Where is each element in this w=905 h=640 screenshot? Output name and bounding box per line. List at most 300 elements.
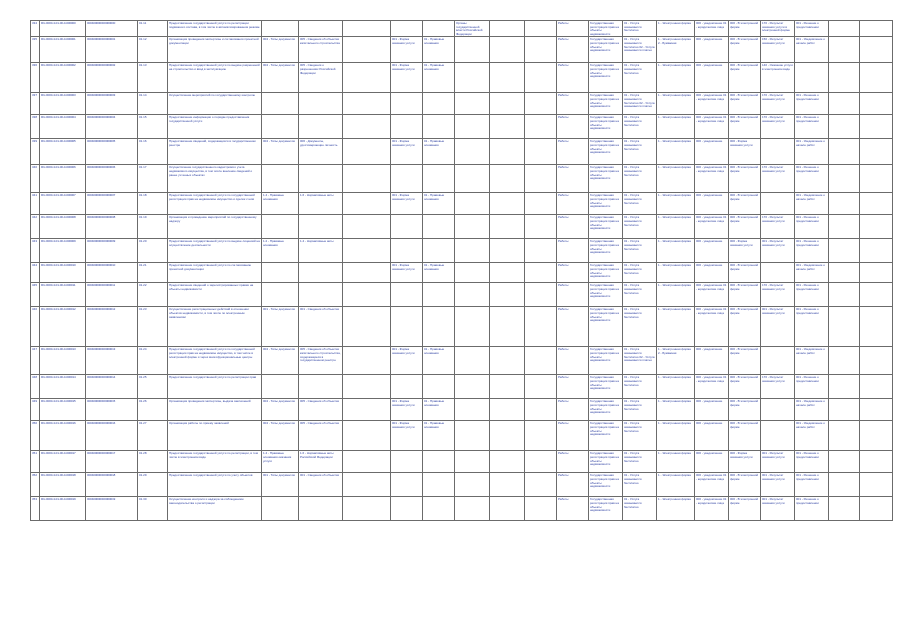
table-cell-code: 000400000000000007 <box>86 193 138 215</box>
table-cell-empty1 <box>490 421 525 451</box>
table-cell-empty3 <box>829 139 860 165</box>
table-cell-level: Работы <box>557 21 589 37</box>
table-cell-empty1 <box>490 263 525 283</box>
table-cell-sub1: 01 - Услуга оказывается бесплатно <box>623 193 657 215</box>
table-cell-sub1: 01 - Услуга оказывается бесплатно <box>623 239 657 263</box>
table-cell-kind: Государственная регистрация прав на объекты недвижимости <box>589 215 623 239</box>
table-cell-form1 <box>391 215 423 239</box>
table-cell-sub2: 1 - Электронная форма <box>657 399 695 421</box>
table-cell-code: 000400000000000003 <box>86 93 138 115</box>
table-cell-name: Предоставление государственной услуги по выдаче разрешений на строительство и ввод в эксплуатацию <box>168 63 262 93</box>
table-cell-reason: 000 - В электронной форме <box>729 473 761 497</box>
table-cell-num: 351 <box>31 451 40 473</box>
table-cell-empty3 <box>829 115 860 139</box>
table-cell-sub2: 1 - Электронная форма <box>657 473 695 497</box>
table-cell-empty3 <box>829 239 860 263</box>
table-cell-reg: RU-0000-4-01-00-0-000003 <box>40 93 86 115</box>
table-cell-form2 <box>423 21 455 37</box>
table-cell-num: 335 <box>31 37 40 63</box>
table-row <box>31 239 893 263</box>
table-cell-empty2 <box>525 63 557 93</box>
table-cell-act2 <box>299 21 343 37</box>
table-cell-kbk: 01.20 <box>138 239 168 263</box>
table-cell-form1 <box>391 451 423 473</box>
table-cell-empty2 <box>525 421 557 451</box>
table-cell-code: 000400000000000004 <box>86 115 138 139</box>
table-cell-name: Осуществление контроля и надзора за соблюдением законодательства о регистрации <box>168 497 262 521</box>
table-cell-kind: Государственная регистрация прав на объекты недвижимости <box>589 347 623 375</box>
table-cell-sub1: 01 - Услуга оказывается бесплатно <box>623 21 657 37</box>
table-cell-empty3 <box>829 215 860 239</box>
table-cell-result: 170 - Результат оказания услуги <box>761 215 795 239</box>
table-cell-act1 <box>262 93 299 115</box>
table-cell-fee: 000 - уведомление 01 - юридические лица <box>695 283 729 307</box>
table-cell-act1 <box>262 263 299 283</box>
table-cell-doc: 001 - Уведомление о начале работ <box>795 37 829 63</box>
table-cell-doc: 001 - Решение о предоставлении <box>795 283 829 307</box>
table-cell-sub1: 01 - Услуга оказывается бесплатно 02 - Услуга оказывается платно <box>623 347 657 375</box>
table-cell-result: 170 - Результат оказания услуги <box>761 375 795 399</box>
table-cell-fee: 000 - уведомление 01 - юридические лица <box>695 165 729 193</box>
table-row <box>31 497 893 521</box>
table-cell-fee: 000 - уведомление <box>695 263 729 283</box>
table-cell-num: 353 <box>31 497 40 521</box>
table-cell-reg: RU-0000-4-01-00-0-000018 <box>40 473 86 497</box>
table-cell-sub1: 01 - Услуга оказывается бесплатно <box>623 63 657 93</box>
table-cell-num: 348 <box>31 375 40 399</box>
table-cell-gap <box>343 93 391 115</box>
table-cell-form1: 001 - Форма оказания услуги <box>391 421 423 451</box>
table-cell-empty2 <box>525 263 557 283</box>
table-cell-result <box>761 193 795 215</box>
table-cell-act1: 1.4 - Правовые основания оказания услуги <box>262 451 299 473</box>
table-cell-kbk: 01.17 <box>138 165 168 193</box>
table-cell-gap <box>343 497 391 521</box>
table-cell-sub2: 1 - Электронная форма <box>657 21 695 37</box>
table-cell-empty4 <box>860 63 893 93</box>
table-cell-doc <box>795 63 829 93</box>
table-cell-empty3 <box>829 497 860 521</box>
table-cell-form2: 01 - Правовые основания <box>423 193 455 215</box>
table-cell-gap <box>343 263 391 283</box>
table-cell-doc: 001 - Решение о предоставлении <box>795 451 829 473</box>
table-cell-form2 <box>423 239 455 263</box>
table-cell-form2 <box>423 473 455 497</box>
table-cell-form2: 01 - Правовые основания <box>423 421 455 451</box>
table-cell-empty4 <box>860 347 893 375</box>
table-cell-kbk: 01.21 <box>138 263 168 283</box>
table-cell-name: Предоставление государственной услуги по регистрации, в том числе в электронном виде <box>168 451 262 473</box>
table-cell-recv <box>455 283 490 307</box>
table-cell-form1: 001 - Форма оказания услуги <box>391 63 423 93</box>
table-cell-reg: RU-0000-4-01-00-0-000007 <box>40 193 86 215</box>
table-cell-recv <box>455 139 490 165</box>
table-cell-empty1 <box>490 93 525 115</box>
table-cell-doc: 001 - Решение о предоставлении <box>795 473 829 497</box>
table-cell-empty2 <box>525 139 557 165</box>
table-cell-empty1 <box>490 193 525 215</box>
table-cell-result: 170 - Результат оказания услуги в электронной форме <box>761 21 795 37</box>
table-cell-code: 000400000000000015 <box>86 399 138 421</box>
table-cell-recv <box>455 473 490 497</box>
table-cell-form1: 001 - Форма оказания услуги <box>391 347 423 375</box>
table-cell-act1 <box>262 375 299 399</box>
table-cell-result <box>761 421 795 451</box>
table-cell-doc: 001 - Решение о предоставлении <box>795 307 829 347</box>
table-cell-kind: Государственная регистрация прав на объекты недвижимости <box>589 421 623 451</box>
table-cell-reason: 000 - В электронной форме <box>729 283 761 307</box>
table-cell-empty3 <box>829 21 860 37</box>
table-cell-act2 <box>299 93 343 115</box>
table-cell-empty2 <box>525 193 557 215</box>
table-cell-recv <box>455 239 490 263</box>
table-cell-act2: 001 - Сведения об объектах <box>299 473 343 497</box>
table-cell-form1 <box>391 497 423 521</box>
table-cell-num: 336 <box>31 63 40 93</box>
table-cell-doc: 001 - Решение о предоставлении <box>795 21 829 37</box>
table-cell-empty2 <box>525 307 557 347</box>
table-cell-form2: 01 - Правовые основания <box>423 139 455 165</box>
table-cell-act2: 1.6 - Нормативные акты <box>299 193 343 215</box>
table-cell-form2 <box>423 451 455 473</box>
table-cell-empty4 <box>860 93 893 115</box>
table-cell-name: Осуществление регистрационных действий в отношении объектов недвижимости, в том числе по электронным заявлениям <box>168 307 262 347</box>
table-cell-result <box>761 347 795 375</box>
table-cell-kbk: 01.29 <box>138 473 168 497</box>
table-cell-act2: 005 - Сведения об объектах <box>299 421 343 451</box>
table-cell-result: 001 - Результат оказания услуги <box>761 497 795 521</box>
table-cell-sub1: 01 - Услуга оказывается бесплатно <box>623 451 657 473</box>
table-cell-reason: 000 - В электронной форме <box>729 63 761 93</box>
table-cell-empty4 <box>860 497 893 521</box>
table-cell-empty4 <box>860 139 893 165</box>
table-cell-code: 000400000000000011 <box>86 283 138 307</box>
table-cell-code: 000400000000000008 <box>86 215 138 239</box>
table-cell-sub1: 01 - Услуга оказывается бесплатно 02 - Услуга оказывается платно <box>623 37 657 63</box>
table-cell-kbk: 01.26 <box>138 399 168 421</box>
table-cell-num: 347 <box>31 347 40 375</box>
table-cell-name: Предоставление государственной услуги по регистрации подвижного состава, в том числе в автоматизированном режиме <box>168 21 262 37</box>
table-cell-sub1: 01 - Услуга оказывается бесплатно <box>623 307 657 347</box>
table-cell-sub1: 01 - Услуга оказывается бесплатно <box>623 263 657 283</box>
table-cell-empty1 <box>490 375 525 399</box>
table-cell-empty3 <box>829 399 860 421</box>
table-cell-form1 <box>391 239 423 263</box>
table-cell-sub1: 01 - Услуга оказывается бесплатно <box>623 115 657 139</box>
table-cell-kind: Государственная регистрация прав на объекты недвижимости <box>589 193 623 215</box>
table-cell-num: 342 <box>31 215 40 239</box>
table-cell-gap <box>343 193 391 215</box>
table-cell-act2: 005 - Сведения об объектах капитального строительства, содержащиеся в государственном реестре <box>299 347 343 375</box>
table-cell-reason: 000 - В электронной форме <box>729 421 761 451</box>
table-cell-reason: 000 - В электронной форме <box>729 497 761 521</box>
table-cell-act1: 1.2 - Правовые основания <box>262 239 299 263</box>
table-row <box>31 21 893 37</box>
table-cell-num: 349 <box>31 399 40 421</box>
table-cell-empty2 <box>525 347 557 375</box>
table-cell-reason: 000 - В электронной форме <box>729 399 761 421</box>
table-cell-name: Осуществление мероприятий по государственному контролю <box>168 93 262 115</box>
table-cell-num: 345 <box>31 283 40 307</box>
table-cell-act1: 001 - Типы документов <box>262 307 299 347</box>
table-cell-form2 <box>423 497 455 521</box>
table-cell-act2: 1.4 - Нормативные акты <box>299 239 343 263</box>
table-cell-gap <box>343 421 391 451</box>
table-cell-level: Работы <box>557 37 589 63</box>
table-cell-empty2 <box>525 473 557 497</box>
table-row <box>31 347 893 375</box>
table-cell-empty3 <box>829 283 860 307</box>
table-cell-act1: 004 - Типы документов <box>262 399 299 421</box>
table-cell-kbk: 01.12 <box>138 37 168 63</box>
table-cell-result: 001 - Результат оказания услуги <box>761 239 795 263</box>
table-cell-fee: 000 - уведомление 01 - юридические лица <box>695 215 729 239</box>
table-cell-reason: 000 - В электронной форме <box>729 115 761 139</box>
table-cell-empty1 <box>490 283 525 307</box>
table-cell-kbk: 01.13 <box>138 63 168 93</box>
table-cell-reg: RU-0000-4-01-00-0-000013 <box>40 347 86 375</box>
table-cell-doc: 001 - Уведомление о начале работ <box>795 347 829 375</box>
table-cell-recv <box>455 115 490 139</box>
table-cell-act2 <box>299 263 343 283</box>
table-cell-sub2: 1 - Электронная форма <box>657 263 695 283</box>
table-row <box>31 451 893 473</box>
table-cell-sub2: 1 - Электронная форма <box>657 421 695 451</box>
table-cell-form2 <box>423 215 455 239</box>
table-cell-form2 <box>423 283 455 307</box>
table-cell-sub2: 1 - Электронная форма 2 - Бумажная <box>657 37 695 63</box>
table-cell-kind: Государственная регистрация прав на объекты недвижимости <box>589 307 623 347</box>
table-cell-doc: 001 - Решение о предоставлении <box>795 93 829 115</box>
table-cell-result: 001 - Результат оказания услуги <box>761 473 795 497</box>
table-cell-gap <box>343 139 391 165</box>
table-cell-empty4 <box>860 421 893 451</box>
table-cell-result: 170 - Результат оказания услуги <box>761 115 795 139</box>
table-cell-act2: 005 - Сведения об объектах капитального строительства <box>299 37 343 63</box>
table-cell-act1 <box>262 115 299 139</box>
table-cell-fee: 000 - уведомление <box>695 193 729 215</box>
table-cell-form2: 01 - Правовые основания <box>423 37 455 63</box>
table-cell-sub2: 1 - Электронная форма <box>657 115 695 139</box>
table-cell-form1 <box>391 165 423 193</box>
table-cell-level: Работы <box>557 497 589 521</box>
table-cell-recv <box>455 375 490 399</box>
table-cell-form2: 01 - Правовые основания <box>423 399 455 421</box>
table-cell-name: Предоставление государственной услуги по учету объектов <box>168 473 262 497</box>
table-cell-name: Предоставление государственной услуги по государственной регистрации прав на недвижимое имущество, в том числе в электронной форме и через многофункциональные центры <box>168 347 262 375</box>
table-cell-gap <box>343 375 391 399</box>
table-cell-doc: 001 - Уведомление о начале работ <box>795 193 829 215</box>
table-cell-empty4 <box>860 263 893 283</box>
table-cell-recv <box>455 451 490 473</box>
table-cell-form1 <box>391 93 423 115</box>
table-cell-reg: RU-0000-4-01-00-0-000019 <box>40 497 86 521</box>
table-cell-kind: Государственная регистрация прав на объекты недвижимости <box>589 399 623 421</box>
table-cell-reg: RU-0000-4-01-00-0-000004 <box>40 115 86 139</box>
table-cell-fee: 000 - уведомление <box>695 399 729 421</box>
table-cell-sub2: 1 - Электронная форма <box>657 63 695 93</box>
table-cell-empty2 <box>525 37 557 63</box>
table-cell-act2: 005 - Сведения о разрешениях Российской Федерации <box>299 63 343 93</box>
table-cell-code: 000400000000000017 <box>86 451 138 473</box>
table-cell-sub1: 01 - Услуга оказывается бесплатно 02 - Услуга оказывается платно <box>623 93 657 115</box>
table-cell-kind: Государственная регистрация прав на объекты недвижимости <box>589 263 623 283</box>
table-cell-form1: 001 - Форма оказания услуги <box>391 263 423 283</box>
table-cell-kind: Государственная регистрация прав на объекты недвижимости <box>589 139 623 165</box>
table-cell-num: 337 <box>31 93 40 115</box>
table-cell-name: Организация и проведение мероприятий по государственному надзору <box>168 215 262 239</box>
table-cell-empty1 <box>490 451 525 473</box>
table-cell-form1: 001 - Форма оказания услуги <box>391 399 423 421</box>
table-cell-name: Предоставление государственной услуги по регистрации прав <box>168 375 262 399</box>
table-cell-fee: 000 - уведомление <box>695 63 729 93</box>
table-cell-empty1 <box>490 473 525 497</box>
table-cell-empty1 <box>490 307 525 347</box>
table-cell-result: 170 - Результат оказания услуги <box>761 93 795 115</box>
table-cell-empty2 <box>525 21 557 37</box>
table-cell-empty4 <box>860 115 893 139</box>
table-cell-fee: 000 - уведомление 01 - юридические лица <box>695 307 729 347</box>
table-cell-code: 000400000000000018 <box>86 473 138 497</box>
table-cell-act1 <box>262 165 299 193</box>
table-cell-level: Работы <box>557 473 589 497</box>
table-cell-empty2 <box>525 399 557 421</box>
table-cell-num: 343 <box>31 239 40 263</box>
table-cell-num: 352 <box>31 473 40 497</box>
table-cell-form2 <box>423 93 455 115</box>
table-cell-empty2 <box>525 283 557 307</box>
table-cell-empty3 <box>829 421 860 451</box>
table-row <box>31 93 893 115</box>
table-cell-code: 000400000000000012 <box>86 307 138 347</box>
table-cell-empty2 <box>525 93 557 115</box>
table-cell-recv <box>455 37 490 63</box>
table-cell-sub2: 1 - Электронная форма <box>657 193 695 215</box>
table-cell-num: 346 <box>31 307 40 347</box>
table-cell-kind: Государственная регистрация прав на объекты недвижимости <box>589 375 623 399</box>
table-cell-result <box>761 263 795 283</box>
table-cell-fee: 000 - уведомление <box>695 451 729 473</box>
table-cell-reg: RU-0000-4-01-00-0-000012 <box>40 307 86 347</box>
table-cell-gap <box>343 347 391 375</box>
table-cell-fee: 000 - уведомление <box>695 37 729 63</box>
table-cell-level: Работы <box>557 451 589 473</box>
table-cell-empty3 <box>829 93 860 115</box>
table-cell-level: Работы <box>557 375 589 399</box>
table-cell-sub1: 01 - Услуга оказывается бесплатно <box>623 399 657 421</box>
table-cell-form2 <box>423 115 455 139</box>
table-cell-reason: 000 - Форма оказания услуги <box>729 139 761 165</box>
table-cell-empty1 <box>490 63 525 93</box>
table-cell-empty2 <box>525 215 557 239</box>
table-cell-gap <box>343 239 391 263</box>
table-cell-name: Предоставление государственной услуги по выдаче лицензий на осуществление деятельности <box>168 239 262 263</box>
table-cell-level: Работы <box>557 307 589 347</box>
table-cell-empty4 <box>860 283 893 307</box>
table-cell-sub2: 1 - Электронная форма <box>657 239 695 263</box>
table-cell-empty1 <box>490 37 525 63</box>
table-cell-act2 <box>299 215 343 239</box>
table-cell-recv <box>455 193 490 215</box>
table-row <box>31 115 893 139</box>
table-cell-fee: 000 - уведомление 01 - юридические лица <box>695 473 729 497</box>
table-cell-level: Работы <box>557 165 589 193</box>
table-cell-empty3 <box>829 165 860 193</box>
table-cell-reason: 000 - В электронной форме <box>729 263 761 283</box>
table-cell-empty3 <box>829 193 860 215</box>
table-cell-fee: 000 - уведомление 01 - юридические лица <box>695 375 729 399</box>
table-cell-kbk: 01.14 <box>138 93 168 115</box>
table-cell-reason: 000 - В электронной форме <box>729 37 761 63</box>
table-cell-form1 <box>391 473 423 497</box>
table-cell-level: Работы <box>557 421 589 451</box>
table-cell-empty3 <box>829 473 860 497</box>
table-cell-name: Осуществление государственного кадастрового учета недвижимого имущества, в том числе внесение сведений о ранее учтенных объектах <box>168 165 262 193</box>
table-cell-recv <box>455 421 490 451</box>
table-cell-form1 <box>391 115 423 139</box>
table-cell-empty3 <box>829 263 860 283</box>
table-cell-reg: RU-0000-4-01-00-0-000009 <box>40 239 86 263</box>
table-cell-empty1 <box>490 215 525 239</box>
table-cell-gap <box>343 215 391 239</box>
table-cell-code: 000400000000000002 <box>86 63 138 93</box>
table-cell-sub1: 01 - Услуга оказывается бесплатно <box>623 139 657 165</box>
table-cell-kbk: 01.23 <box>138 307 168 347</box>
table-cell-reg: RU-0000-4-01-00-0-000017 <box>40 451 86 473</box>
table-cell-doc: 001 - Уведомление о начале работ <box>795 263 829 283</box>
table-cell-empty1 <box>490 347 525 375</box>
table-cell-num: 334 <box>31 21 40 37</box>
table-cell-recv <box>455 93 490 115</box>
table-cell-reg: RU-0000-4-01-00-0-000001 <box>40 37 86 63</box>
table-cell-reg: RU-0000-4-01-00-0-000006 <box>40 165 86 193</box>
table-cell-level: Работы <box>557 215 589 239</box>
table-cell-reason: 000 - Форма оказания услуги <box>729 451 761 473</box>
table-row <box>31 421 893 451</box>
table-cell-reason: 000 - В электронной форме <box>729 93 761 115</box>
table-cell-num: 339 <box>31 139 40 165</box>
table-cell-empty4 <box>860 37 893 63</box>
table-cell-form2 <box>423 165 455 193</box>
table-cell-kbk: 01.16 <box>138 139 168 165</box>
table-cell-result: 140 - Оказание услуги в электронном виде <box>761 63 795 93</box>
table-cell-kbk: 01.30 <box>138 497 168 521</box>
table-cell-sub2: 1 - Электронная форма <box>657 497 695 521</box>
table-cell-form1: 001 - Форма оказания услуги <box>391 193 423 215</box>
table-cell-code: 000400000000000000 <box>86 21 138 37</box>
table-row <box>31 375 893 399</box>
table-cell-fee: 000 - уведомление <box>695 239 729 263</box>
table-cell-act2 <box>299 165 343 193</box>
table-cell-act1: 001 - Типы документов <box>262 473 299 497</box>
table-cell-gap <box>343 63 391 93</box>
table-cell-sub2: 1 - Электронная форма <box>657 139 695 165</box>
table-cell-fee: 000 - уведомление <box>695 139 729 165</box>
table-cell-num: 344 <box>31 263 40 283</box>
table-cell-empty4 <box>860 451 893 473</box>
table-row <box>31 165 893 193</box>
table-cell-act1: 004 - Типы документов <box>262 347 299 375</box>
table-cell-doc: 001 - Решение о предоставлении <box>795 497 829 521</box>
table-cell-kind: Государственная регистрация прав на объекты недвижимости <box>589 239 623 263</box>
table-cell-empty2 <box>525 115 557 139</box>
table-cell-doc: 001 - Решение о предоставлении <box>795 375 829 399</box>
table-cell-empty3 <box>829 307 860 347</box>
table-cell-code: 000400000000000009 <box>86 239 138 263</box>
registry-table <box>30 20 893 521</box>
table-cell-name: Предоставление государственной услуги по государственной регистрации прав на недвижимое имущество и сделок с ним <box>168 193 262 215</box>
table-cell-kbk: 01.11 <box>138 21 168 37</box>
